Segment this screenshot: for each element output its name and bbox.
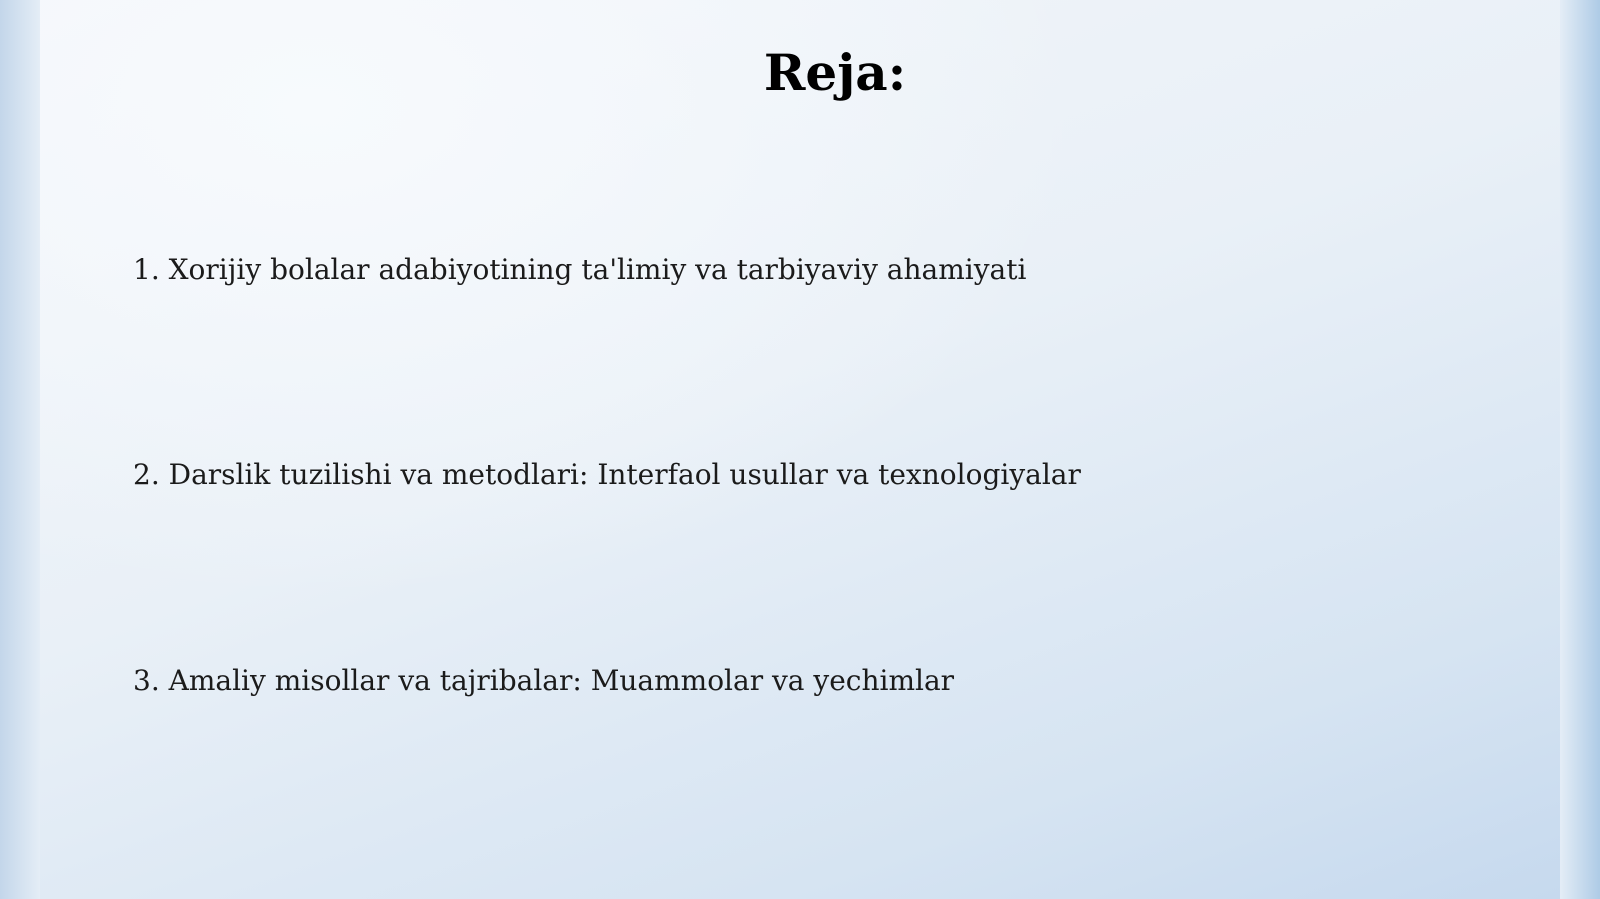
slide [40, 0, 1560, 899]
plan-item-3: 3. Amaliy misollar va tajribalar: Muammolar va yechimlar [133, 664, 955, 697]
plan-item-1: 1. Xorijiy bolalar adabiyotining ta'limiy va tarbiyaviy ahamiyati [133, 253, 1027, 286]
slide-title: Reja: [763, 43, 907, 102]
plan-item-2: 2. Darslik tuzilishi va metodlari: Interfaol usullar va texnologiyalar [133, 458, 1081, 491]
